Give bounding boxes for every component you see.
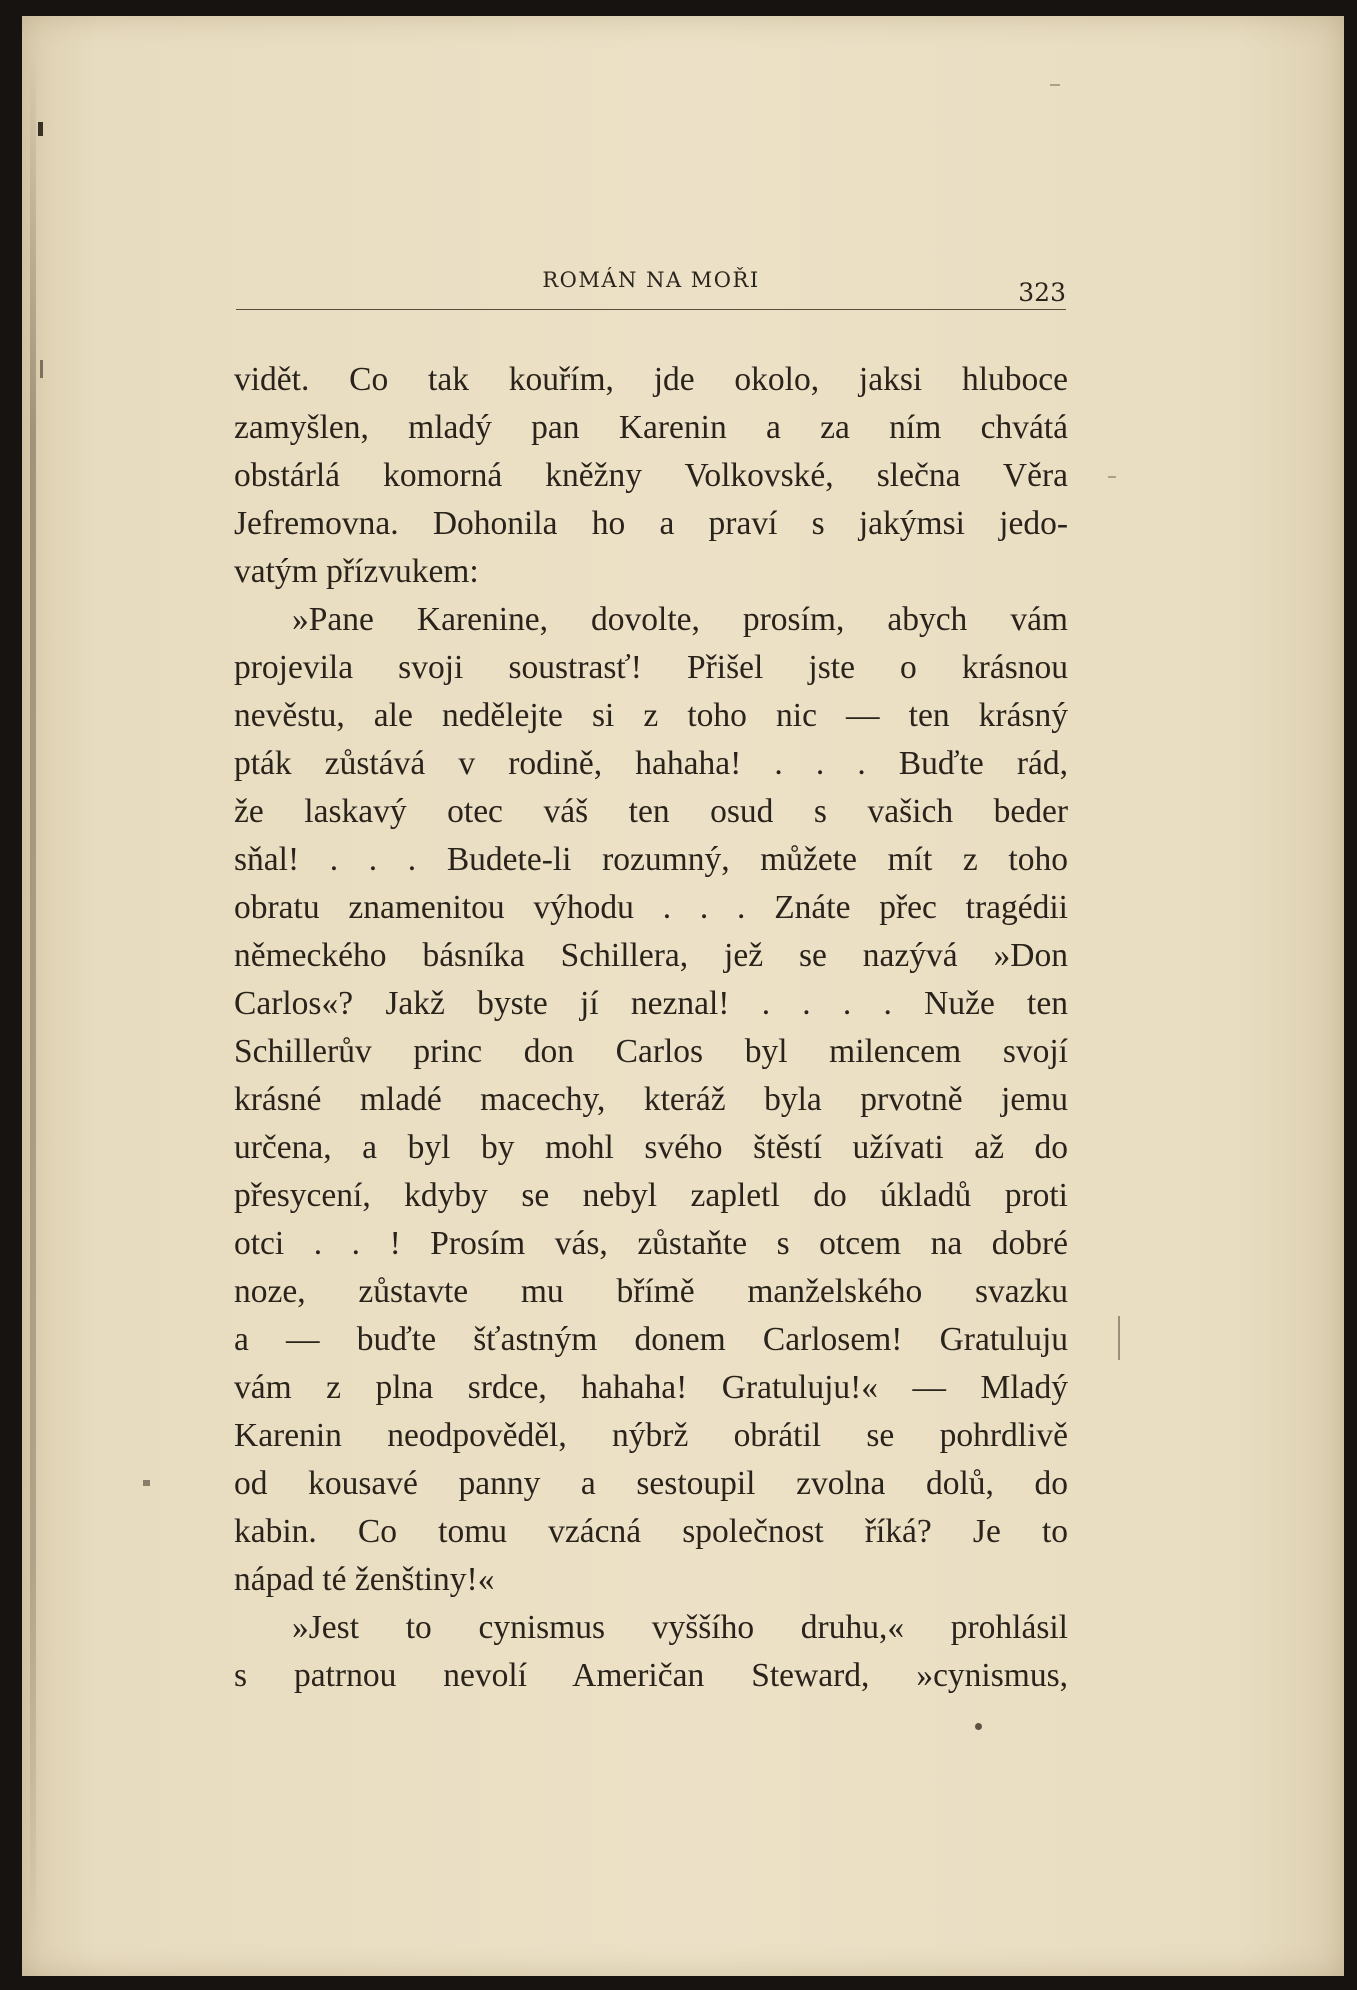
text-line: určena, a byl by mohl svého štěstí užívati až do xyxy=(234,1129,1068,1166)
text-line: »Pane Karenine, dovolte, prosím, abych vám xyxy=(292,601,1068,638)
text-line: vám z plna srdce, hahaha! Gratuluju!« — Mladý xyxy=(234,1369,1068,1406)
text-line: Karenin neodpověděl, nýbrž obrátil se pohrdlivě xyxy=(234,1417,1068,1454)
text-line: vidět. Co tak kouřím, jde okolo, jaksi hluboce xyxy=(234,361,1068,398)
text-line: zamyšlen, mladý pan Karenin a za ním chvátá xyxy=(234,409,1068,446)
text-line: že laskavý otec váš ten osud s vašich beder xyxy=(234,793,1068,830)
text-line: obratu znamenitou výhodu . . . Znáte přec tragédii xyxy=(234,889,1068,926)
text-line: projevila svoji soustrasť! Přišel jste o krásnou xyxy=(234,649,1068,686)
text-line: vatým přízvukem: xyxy=(234,553,479,590)
text-line: »Jest to cynismus vyššího druhu,« prohlásil xyxy=(292,1609,1068,1646)
text-line: krásné mladé macechy, kteráž byla prvotně jemu xyxy=(234,1081,1068,1118)
text-line: otci . . ! Prosím vás, zůstaňte s otcem na dobré xyxy=(234,1225,1068,1262)
page-header xyxy=(236,262,1066,312)
text-line: od kousavé panny a sestoupil zvolna dolů, do xyxy=(234,1465,1068,1502)
text-line: noze, zůstavte mu břímě manželského svazku xyxy=(234,1273,1068,1310)
text-line: a — buďte šťastným donem Carlosem! Gratuluju xyxy=(234,1321,1068,1358)
header-rule xyxy=(236,309,1066,310)
text-line: obstárlá komorná kněžny Volkovské, slečna Věra xyxy=(234,457,1068,494)
page-binding-shadow xyxy=(30,56,36,1936)
text-line: kabin. Co tomu vzácná společnost říká? Je to xyxy=(234,1513,1068,1550)
scan-speck xyxy=(1050,84,1060,86)
scan-speck xyxy=(975,1723,982,1730)
scan-speck xyxy=(143,1480,150,1486)
scan-speck xyxy=(1118,1316,1120,1360)
text-line: nevěstu, ale nedělejte si z toho nic — ten krásný xyxy=(234,697,1068,734)
text-line: Schillerův princ don Carlos byl milencem svojí xyxy=(234,1033,1068,1070)
text-line: sňal! . . . Budete-li rozumný, můžete mít z toho xyxy=(234,841,1068,878)
scan-speck xyxy=(1108,476,1116,478)
text-line: přesycení, kdyby se nebyl zapletl do úkladů proti xyxy=(234,1177,1068,1214)
page-number: 323 xyxy=(1018,278,1066,307)
body-text xyxy=(234,356,1068,1700)
text-line: Jefremovna. Dohonila ho a praví s jakýmsi jedo- xyxy=(234,505,1068,542)
text-line: s patrnou nevolí Američan Steward, »cynismus, xyxy=(234,1657,1068,1694)
running-head: ROMÁN NA MOŘI xyxy=(542,268,760,292)
text-line: německého básníka Schillera, jež se nazývá »Don xyxy=(234,937,1068,974)
scan-speck xyxy=(40,360,43,378)
text-line: Carlos«? Jakž byste jí neznal! . . . . Nuže ten xyxy=(234,985,1068,1022)
text-line: nápad té ženštiny!« xyxy=(234,1561,495,1598)
scan-speck xyxy=(38,122,43,136)
text-line: pták zůstává v rodině, hahaha! . . . Buďte rád, xyxy=(234,745,1068,782)
